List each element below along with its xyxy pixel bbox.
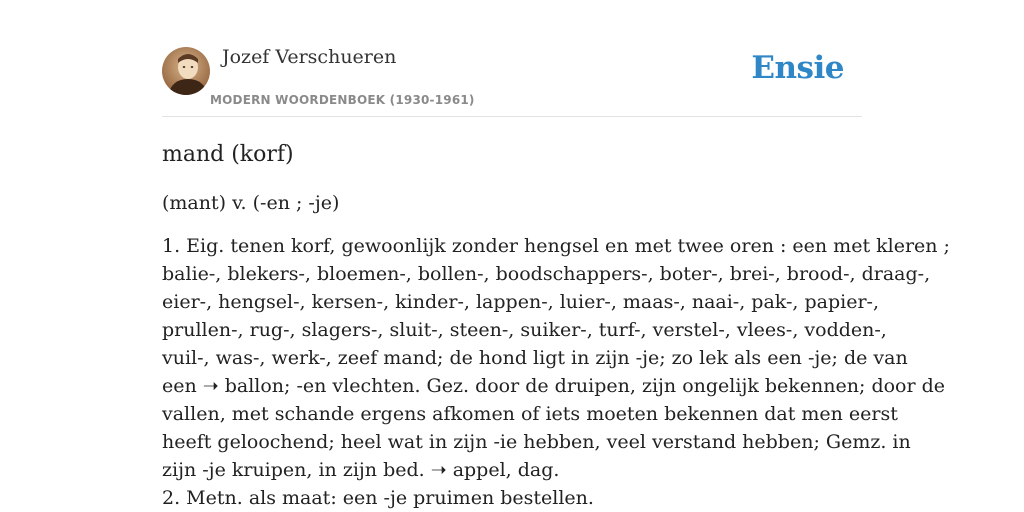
definition-line: vuil-, was-, werk-, zeef mand; de hond ligt in zijn -je; zo lek als een -je; de van: [162, 347, 908, 369]
definition-line: balie-, blekers-, bloemen-, bollen-, boodschappers-, boter-, brei-, brood-, draag-,: [162, 263, 931, 285]
dictionary-name[interactable]: MODERN WOORDENBOEK (1930-1961): [210, 93, 475, 107]
definition-line: 2. Metn. als maat: een -je pruimen bestellen.: [162, 487, 594, 509]
definition-line: 1. Eig. tenen korf, gewoonlijk zonder hengsel en met twee oren : een met kleren ;: [162, 235, 950, 257]
entry-definition: [162, 232, 950, 512]
entry-title: mand (korf): [162, 142, 294, 167]
author-portrait-icon: [162, 47, 210, 95]
entry-pronunciation: (mant) v. (-en ; -je): [162, 192, 340, 214]
definition-line: prullen-, rug-, slagers-, sluit-, steen-, suiker-, turf-, verstel-, vlees-, vodden-,: [162, 319, 887, 341]
entry-content: [162, 116, 950, 512]
definition-line: eier-, hengsel-, kersen-, kinder-, lappen-, luier-, maas-, naai-, pak-, papier-,: [162, 291, 879, 313]
ensie-logo[interactable]: Ensie: [751, 50, 844, 86]
header: [162, 0, 862, 117]
avatar[interactable]: [162, 47, 210, 95]
definition-line: een ➝ ballon; -en vlechten. Gez. door de druipen, zijn ongelijk bekennen; door de: [162, 375, 946, 397]
definition-line: vallen, met schande ergens afkomen of iets moeten bekennen dat men eerst: [162, 403, 898, 425]
definition-line: zijn -je kruipen, in zijn bed. ➝ appel, dag.: [162, 459, 560, 481]
author-name[interactable]: Jozef Verschueren: [222, 46, 397, 68]
definition-line: heeft geloochend; heel wat in zijn -ie hebben, veel verstand hebben; Gemz. in: [162, 431, 911, 453]
